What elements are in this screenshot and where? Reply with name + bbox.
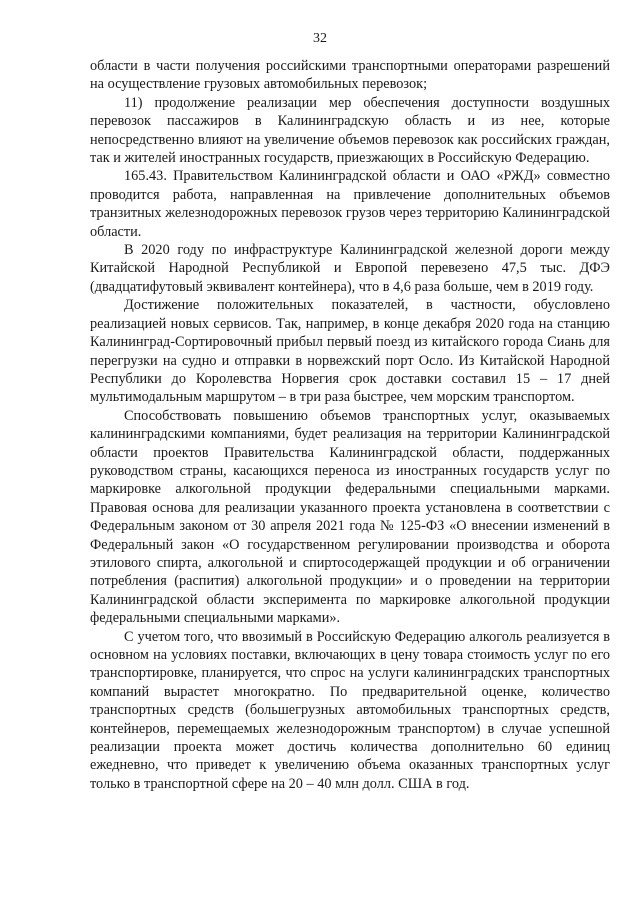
- paragraph-alcohol-marking: Способствовать повышению объемов транспортных услуг, оказываемых калининградскими компаниями, будет реализация на территории Калининградской области проектов Правительства Калининградской области, поддержанных руководством страны, касающихся переноса из иностранных государств услуг по маркировке алкогольной продукции федеральными специальными марками. Правовая основа для реализации указанного проекта установлена в соответствии с Федеральным законом от 30 апреля 2021 года № 125-ФЗ «О внесении изменений в Федеральный закон «О государственном регулировании производства и оборота этилового спирта, алкогольной и спиртосодержащей продукции и об ограничении потребления (распития) алкогольной продукции» и о проведении на территории Калининградской области эксперимента по маркировке алкогольной продукции федеральными специальными марками».: [90, 407, 610, 627]
- paragraph-continuation: области в части получения российскими транспортными операторами разрешений на осуществление грузовых автомобильных перевозок;: [90, 58, 610, 93]
- paragraph-transit-volume: В 2020 году по инфраструктуре Калининградской железной дороги между Китайской Народной Республикой и Европой перевезено 47,5 тыс. ДФЭ (двадцатифутовый эквивалент контейнера), что в 4,6 раза больше, чем в 2019 году.: [90, 242, 610, 295]
- paragraph-list-item-11: 11) продолжение реализации мер обеспечения доступности воздушных перевозок пассажиров в Калининградскую область и из нее, которые непосредственно влияют на увеличение объемов перевозок как российских граждан, так и жителей иностранных государств, приезжающих в Российскую Федерацию.: [90, 94, 610, 167]
- paragraph-demand-forecast: С учетом того, что ввозимый в Российскую Федерацию алкоголь реализуется в основном на условиях поставки, включающих в цену товара стоимость услуг по его транспортировке, планируется, что спрос на услуги калининградских транспортных компаний вырастет многократно. По предварительной оценке, количество транспортных средств (большегрузных автомобильных транспортных средств, контейнеров, перемещаемых железнодорожным транспортом) в случае успешной реализации проекта может достичь количества дополнительно 60 единиц ежедневно, что приведет к увеличению объема оказанных транспортных услуг только в транспортной сфере на 20 – 40 млн долл. США в год.: [90, 628, 610, 792]
- document-body: [90, 57, 610, 793]
- page-number: 32: [313, 31, 327, 46]
- paragraph-section-165-43: 165.43. Правительством Калининградской области и ОАО «РЖД» совместно проводится работа, направленная на привлечение дополнительных объемов транзитных железнодорожных перевозок грузов через территорию Калининградской области.: [90, 168, 610, 240]
- paragraph-new-services: Достижение положительных показателей, в частности, обусловлено реализацией новых сервисов. Так, например, в конце декабря 2020 года на станцию Калининград-Сортировочный прибыл первый поезд из китайского города Сиань для перегрузки на судно и отправки в норвежский порт Осло. Из Китайской Народной Республики до Королевства Норвегия срок доставки составил 15 – 17 дней мультимодальным маршрутом – в три раза быстрее, чем морским транспортом.: [90, 297, 610, 406]
